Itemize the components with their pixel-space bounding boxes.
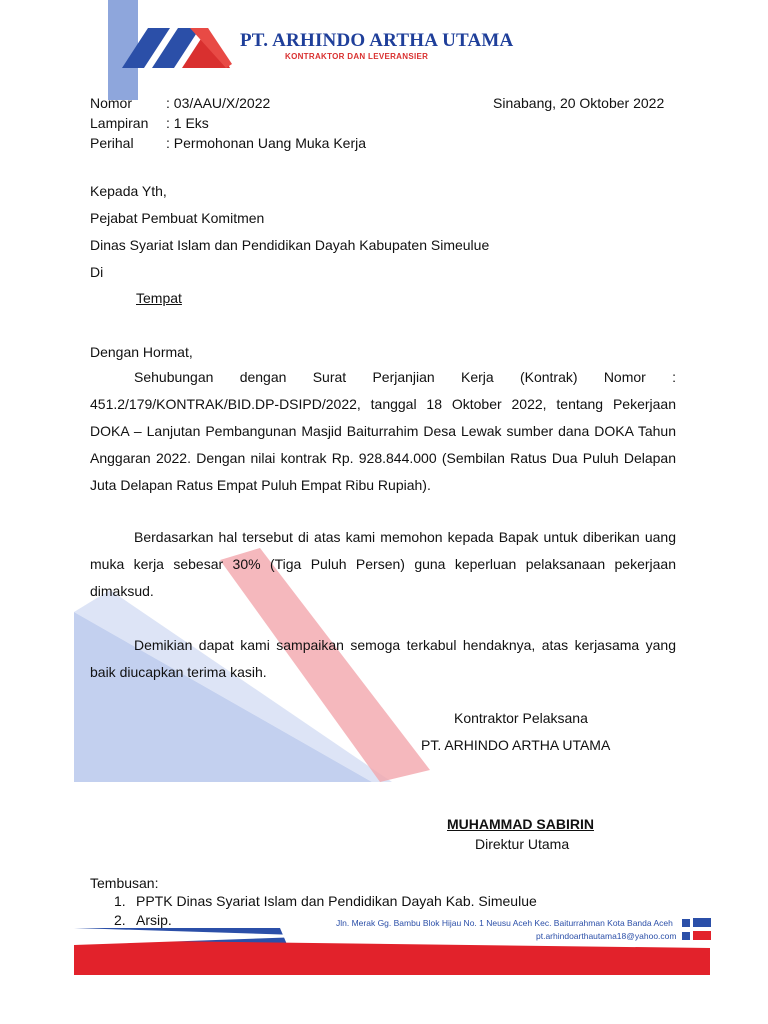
nomor-label: Nomor: [90, 95, 133, 111]
cc-label: Tembusan:: [90, 875, 159, 891]
place-date: Sinabang, 20 Oktober 2022: [493, 95, 665, 111]
footer-email: pt.arhindoarthautama18@yahoo.com: [536, 931, 677, 941]
nomor-value: : 03/AAU/X/2022: [166, 95, 271, 111]
recipient-office: Dinas Syariat Islam dan Pendidikan Dayah Kabupaten Simeulue: [90, 237, 490, 253]
recipient-di: Di: [90, 264, 104, 280]
paragraph-3-text: Demikian dapat kami sampaikan semoga terkabul hendaknya, atas kerjasama yang baik diucapkan terima kasih.: [90, 637, 676, 680]
footer-address-bar: [693, 918, 711, 927]
recipient-greeting: Kepada Yth,: [90, 183, 167, 199]
paragraph-2: [90, 524, 676, 605]
paragraph-3: [90, 632, 676, 686]
footer-red-ribbon: [74, 940, 710, 975]
footer-address: Jln. Merak Gg. Bambu Blok Hijau No. 1 Neusu Aceh Kec. Baiturrahman Kota Banda Aceh: [336, 918, 673, 928]
signatory-name: MUHAMMAD SABIRIN: [447, 816, 594, 832]
recipient-title: Pejabat Pembuat Komitmen: [90, 210, 265, 226]
paragraph-2-text: Berdasarkan hal tersebut di atas kami memohon kepada Bapak untuk diberikan uang muka kerja sebesar 30% (Tiga Puluh Persen) guna keperluan pelaksanaan pekerjaan dimaksud.: [90, 529, 676, 599]
company-tagline: KONTRAKTOR DAN LEVERANSIER: [285, 52, 429, 61]
company-name: PT. ARHINDO ARTHA UTAMA: [240, 30, 514, 51]
company-logo: [122, 22, 240, 70]
signature-role: Kontraktor Pelaksana: [454, 710, 588, 726]
paragraph-1-text: Sehubungan dengan Surat Perjanjian Kerja (Kontrak) Nomor : 451.2/179/KONTRAK/BID.DP-DSIPD/2022, tanggal 18 Oktober 2022, tentang Pekerjaan DOKA – Lanjutan Pembangunan Masjid Baiturrahim Desa Lewak sumber dana DOKA Tahun Anggaran 2022. Dengan nilai kontrak Rp. 928.844.000 (Sembilan Ratus Dua Puluh Delapan Juta Delapan Ratus Empat Puluh Empat Ribu Rupiah).: [90, 369, 676, 493]
email-icon: [682, 932, 690, 940]
recipient-place: Tempat: [136, 290, 182, 306]
footer-email-bar: [693, 931, 711, 940]
cc-item-2-num: 2.: [114, 912, 126, 928]
location-icon: [682, 919, 690, 927]
lampiran-value: : 1 Eks: [166, 115, 209, 131]
perihal-label: Perihal: [90, 135, 134, 151]
cc-item-1-text: PPTK Dinas Syariat Islam dan Pendidikan Dayah Kab. Simeulue: [136, 893, 537, 909]
cc-item-1-num: 1.: [114, 893, 126, 909]
lampiran-label: Lampiran: [90, 115, 149, 131]
paragraph-1: [90, 364, 676, 499]
signature-company: PT. ARHINDO ARTHA UTAMA: [421, 737, 611, 753]
cc-item-2-text: Arsip.: [136, 912, 172, 928]
perihal-value: : Permohonan Uang Muka Kerja: [166, 135, 366, 151]
salutation: Dengan Hormat,: [90, 344, 193, 360]
signatory-title: Direktur Utama: [475, 836, 570, 852]
